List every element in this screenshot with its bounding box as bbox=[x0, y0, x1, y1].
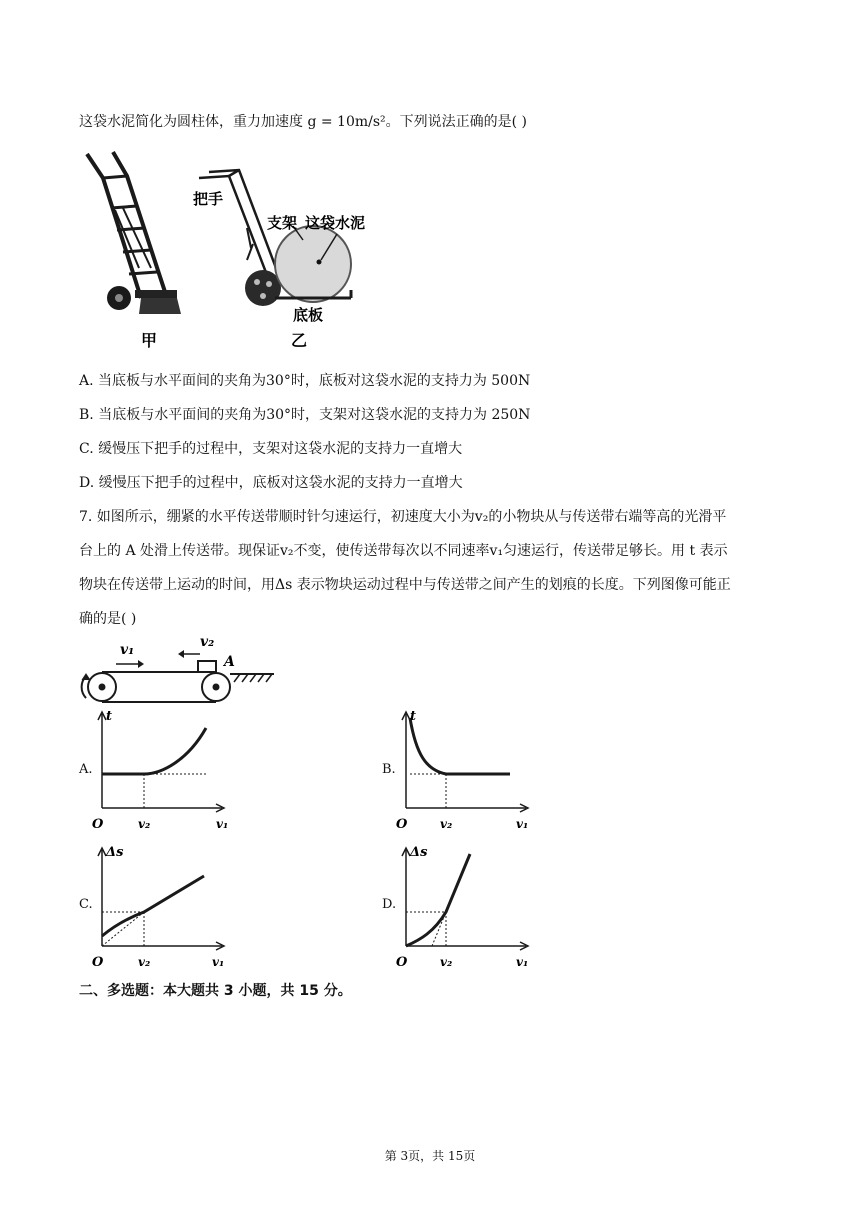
graph-c-xtick: v₂ bbox=[138, 955, 151, 969]
page-footer: 第 3页，共 15页 bbox=[384, 1149, 476, 1163]
graph-d-option: D. bbox=[382, 897, 397, 912]
graph-d-origin: O bbox=[396, 955, 408, 970]
hand-truck-figure bbox=[79, 148, 399, 353]
section-title-multiple-choice: 二、多选题：本大题共 3 小题，共 15 分。 bbox=[79, 983, 352, 999]
graph-a bbox=[92, 704, 242, 834]
graph-d bbox=[396, 840, 546, 970]
option-c: C. 缓慢压下把手的过程中，支架对这袋水泥的支持力一直增大 bbox=[79, 441, 463, 457]
graph-a-option: A. bbox=[79, 762, 93, 777]
label-support: 支架 bbox=[267, 214, 298, 232]
graph-b-xtick: v₂ bbox=[440, 817, 453, 831]
q7-line-2: 台上的 A 处滑上传送带。现保证v₂不变，使传送带每次以不同速率v₁匀速运行，传送带足够长。用 t 表示 bbox=[79, 543, 728, 559]
graph-c-xlabel: v₁ bbox=[212, 955, 225, 969]
graph-b-xlabel: v₁ bbox=[516, 817, 529, 831]
graph-a-xlabel: v₁ bbox=[216, 817, 229, 831]
q7-line-3: 物块在传送带上运动的时间，用Δs 表示物块运动过程中与传送带之间产生的划痕的长度。下列图像可能正 bbox=[79, 577, 731, 593]
graph-d-xtick: v₂ bbox=[440, 955, 453, 969]
graph-d-ylabel: Δs bbox=[410, 845, 428, 860]
graph-a-origin: O bbox=[92, 817, 104, 832]
graph-c-option: C. bbox=[79, 897, 93, 912]
q7-line-1: 7. 如图所示，绷紧的水平传送带顺时针匀速运行，初速度大小为v₂的小物块从与传送带右端等高的光滑平 bbox=[79, 509, 727, 525]
q7-line-4: 确的是( ) bbox=[79, 611, 137, 627]
graph-c-ylabel: Δs bbox=[106, 845, 124, 860]
graph-a-xtick: v₂ bbox=[138, 817, 151, 831]
hand-truck-photo-jia bbox=[87, 152, 181, 314]
graph-b-option: B. bbox=[382, 762, 396, 777]
graph-c-origin: O bbox=[92, 955, 104, 970]
graph-a-ylabel: t bbox=[106, 709, 113, 724]
figure-label-jia: 甲 bbox=[141, 331, 158, 350]
conveyor-belt-figure bbox=[76, 632, 276, 704]
graph-d-xlabel: v₁ bbox=[516, 955, 529, 969]
label-cement: 这袋水泥 bbox=[305, 214, 366, 232]
option-a: A. 当底板与水平面间的夹角为30°时，底板对这袋水泥的支持力为 500N bbox=[79, 373, 531, 389]
option-b: B. 当底板与水平面间的夹角为30°时，支架对这袋水泥的支持力为 250N bbox=[79, 407, 531, 423]
belt-label-v2: v₂ bbox=[200, 634, 215, 650]
belt-label-v1: v₁ bbox=[120, 642, 135, 658]
label-base: 底板 bbox=[293, 306, 324, 324]
graph-c bbox=[92, 840, 242, 970]
question-stem: 这袋水泥简化为圆柱体，重力加速度 g = 10m/s²。下列说法正确的是( ) bbox=[79, 114, 528, 130]
graph-b-origin: O bbox=[396, 817, 408, 832]
label-handle: 把手 bbox=[193, 190, 224, 208]
graph-b bbox=[396, 704, 546, 834]
graph-b-ylabel: t bbox=[410, 709, 417, 724]
figure-label-yi: 乙 bbox=[291, 331, 308, 350]
option-d: D. 缓慢压下把手的过程中，底板对这袋水泥的支持力一直增大 bbox=[79, 475, 463, 491]
belt-label-a: A bbox=[224, 654, 235, 670]
